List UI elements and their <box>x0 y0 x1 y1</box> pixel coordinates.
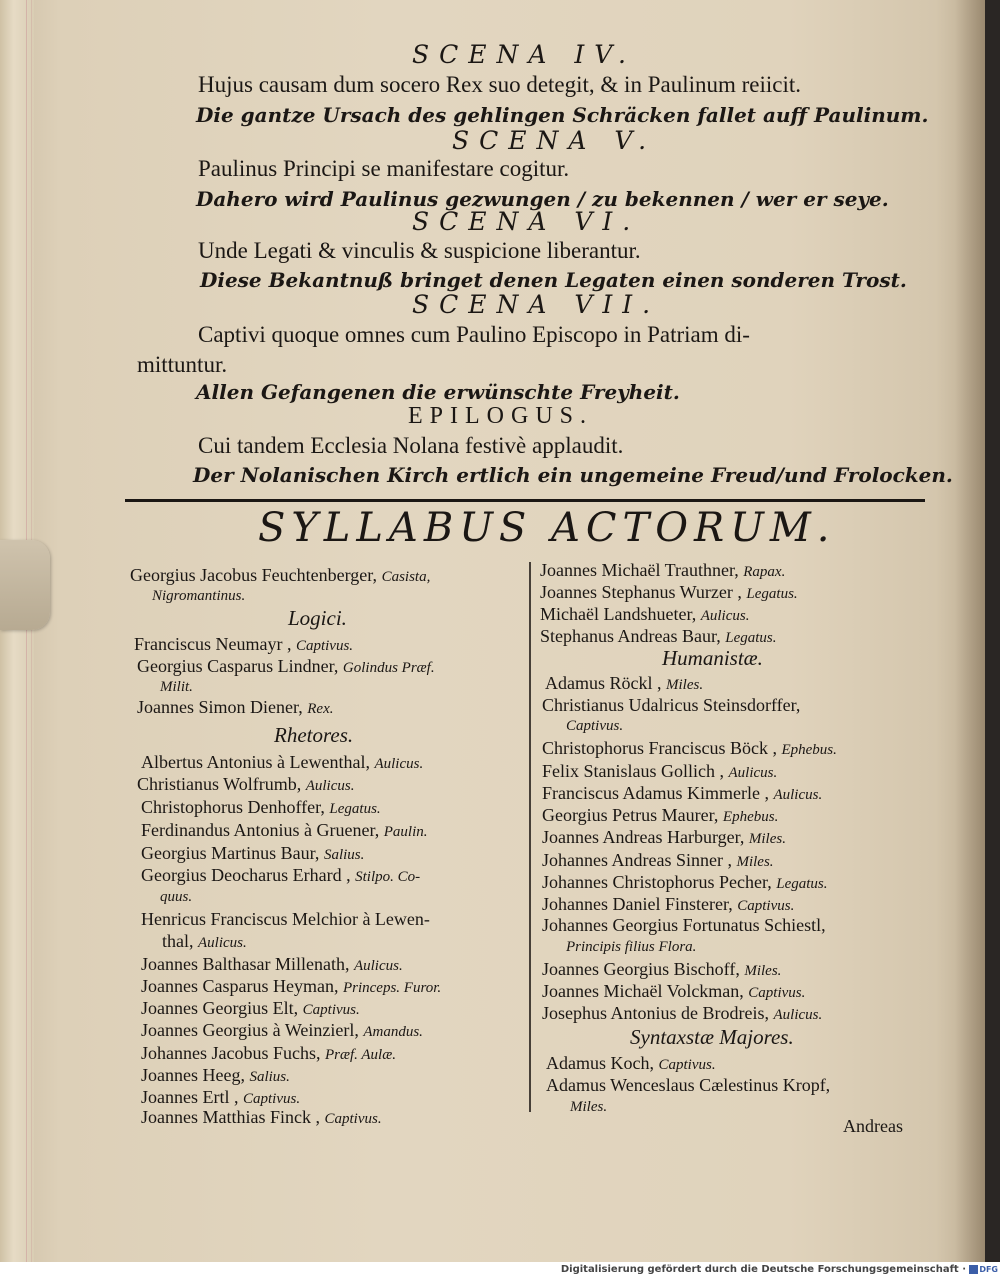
actor-role: Legatus. <box>329 801 381 817</box>
catchword: Andreas <box>843 1116 903 1136</box>
actor-name: Joannes Michaël Trauthner, <box>540 560 739 580</box>
actor-name: Joannes Georgius Elt, <box>141 998 299 1018</box>
actor-role: Præf. Aulæ. <box>324 1047 396 1063</box>
group-heading-logici: Logici. <box>288 606 347 630</box>
actor-name: Georgius Petrus Maurer, <box>542 805 719 825</box>
actor-name: Georgius Martinus Baur, <box>141 843 320 863</box>
actor-role: Aulicus. <box>198 935 247 951</box>
scena-4-german: Die gantze Ursach des gehlingen Schräcken fallet auff Paulinum. <box>196 103 929 127</box>
actor-role: Casista, <box>381 569 431 585</box>
group-heading-syntaxistae: Syntaxstæ Majores. <box>630 1025 794 1049</box>
cast-entry <box>542 783 822 804</box>
scena-4-title: SCENA IV. <box>412 40 636 69</box>
cast-entry <box>141 909 430 930</box>
actor-role: Captivus. <box>242 1091 301 1107</box>
epilogus-latin: Cui tandem Ecclesia Nolana festivè applaudit. <box>198 433 624 458</box>
column-divider <box>529 562 531 1112</box>
actor-role: Miles. <box>666 677 704 693</box>
scena-5-title: SCENA V. <box>452 126 657 155</box>
actor-role: Aulicus. <box>700 608 750 624</box>
actor-name: Franciscus Neumayr , <box>134 634 292 654</box>
actor-role-continued: Miles. <box>570 1099 608 1115</box>
scena-4-latin: Hujus causam dum socero Rex suo detegit, & in Paulinum reiicit. <box>198 72 802 97</box>
actor-name: Christophorus Denhoffer, <box>141 797 325 817</box>
actor-name: Albertus Antonius à Lewenthal, <box>141 752 370 772</box>
actor-name: Joannes Heeg, <box>141 1065 245 1085</box>
actor-role: Captivus. <box>658 1057 716 1073</box>
actor-role: Legatus. <box>725 630 777 646</box>
actor-role: Miles. <box>744 963 782 979</box>
actor-name: Christianus Udalricus Steinsdorffer, <box>542 695 801 715</box>
dfg-logo-icon <box>969 1265 978 1274</box>
actor-role: Miles. <box>736 854 774 870</box>
cast-entry <box>540 626 777 647</box>
epilogus-german: Der Nolanischen Kirch ertlich ein ungemeine Freud/und Frolocken. <box>193 463 953 487</box>
actor-name: Joannes Michaël Volckman, <box>542 981 744 1001</box>
cast-entry <box>546 1053 716 1074</box>
cast-entry <box>542 695 800 716</box>
actor-role-continued: Milit. <box>160 679 193 695</box>
cast-entry <box>141 998 360 1019</box>
margin-line <box>31 0 32 1262</box>
syllabus-title: SYLLABUS ACTORUM. <box>258 505 836 551</box>
actor-name: Joannes Stephanus Wurzer , <box>540 582 742 602</box>
actor-role: Aulicus. <box>353 958 403 974</box>
actor-name: Joannes Georgius Bischoff, <box>542 959 740 979</box>
actor-name: Johannes Daniel Finsterer, <box>542 894 733 914</box>
group-heading-rhetores: Rhetores. <box>274 723 354 747</box>
actor-role: Captivus. <box>737 898 795 914</box>
actor-role: Paulin. <box>383 824 428 840</box>
actor-role: Aulicus. <box>374 756 424 772</box>
group-heading-humanistae: Humanistæ. <box>662 646 763 670</box>
actor-name: Johannes Georgius Fortunatus Schiestl, <box>542 915 826 935</box>
actor-name: Joannes Casparus Heyman, <box>141 976 339 996</box>
actor-role: Aulicus. <box>773 1007 823 1023</box>
actor-role: Salius. <box>323 847 365 863</box>
actor-name: Adamus Röckl , <box>545 673 662 693</box>
actor-role: Captivus. <box>302 1002 360 1018</box>
cast-entry <box>141 1020 423 1041</box>
cast-entry <box>542 981 805 1002</box>
actor-role-continued: Nigromantinus. <box>152 588 246 604</box>
actor-role: Ephebus. <box>722 809 779 825</box>
actor-name: thal, <box>162 931 194 951</box>
cast-entry <box>141 1065 290 1086</box>
cast-entry <box>141 954 403 975</box>
dfg-logo-text: DFG <box>979 1265 998 1274</box>
cast-entry <box>542 915 826 936</box>
page-edge-shadow <box>955 0 985 1262</box>
actor-role: Captivus. <box>295 638 354 654</box>
cast-entry <box>542 850 774 871</box>
cast-entry <box>542 805 778 826</box>
funding-credit: Digitalisierung gefördert durch die Deutsche Forschungsgemeinschaft · <box>560 1264 966 1275</box>
actor-name: Johannes Andreas Sinner , <box>542 850 732 870</box>
cast-entry <box>137 697 334 718</box>
actor-name: Henricus Franciscus Melchior à Lewen- <box>141 909 430 929</box>
page-gutter <box>0 0 34 1262</box>
cast-entry <box>540 604 749 625</box>
actor-role: Aulicus. <box>305 778 355 794</box>
section-divider-rule <box>125 499 925 502</box>
cast-entry <box>141 1087 300 1108</box>
cast-entry <box>137 774 354 795</box>
cast-entry <box>141 797 381 818</box>
scena-7-latin-line-1: Captivi quoque omnes cum Paulino Episcopo in Patriam di- <box>198 322 750 347</box>
actor-role: Legatus. <box>746 586 798 602</box>
actor-role: Stilpo. Co- <box>355 869 421 885</box>
actor-role: Captivus. <box>324 1111 382 1127</box>
scena-5-german: Dahero wird Paulinus gezwungen / zu bekennen / wer er seye. <box>196 187 889 211</box>
actor-name: Georgius Deocharus Erhard , <box>141 865 351 885</box>
actor-role-continued: Captivus. <box>566 718 624 734</box>
cast-entry <box>542 872 828 893</box>
actor-role: Salius. <box>249 1069 290 1085</box>
scena-7-german: Allen Gefangenen die erwünschte Freyheit. <box>196 380 680 404</box>
actor-name: Johannes Christophorus Pecher, <box>542 872 772 892</box>
cast-entry <box>141 752 423 773</box>
actor-name: Stephanus Andreas Baur, <box>540 626 721 646</box>
cast-entry <box>141 976 441 997</box>
margin-line <box>26 0 27 1262</box>
actor-name: Christianus Wolfrumb, <box>137 774 302 794</box>
actor-role: Amandus. <box>363 1024 423 1040</box>
cast-entry-continued <box>162 931 247 952</box>
actor-name: Josephus Antonius de Brodreis, <box>542 1003 769 1023</box>
actor-name: Franciscus Adamus Kimmerle , <box>542 783 769 803</box>
actor-role: Miles. <box>748 831 786 847</box>
cast-entry <box>542 761 777 782</box>
cast-entry <box>540 582 798 603</box>
scena-5-latin: Paulinus Principi se manifestare cogitur. <box>198 156 570 181</box>
cast-entry <box>540 560 785 581</box>
actor-name: Adamus Koch, <box>546 1053 654 1073</box>
scena-6-german: Diese Bekantnuß bringet denen Legaten einen sonderen Trost. <box>200 268 907 292</box>
cast-entry <box>545 673 703 694</box>
scena-6-title: SCENA VI. <box>412 207 641 236</box>
scena-6-latin: Unde Legati & vinculis & suspicione liberantur. <box>198 238 641 263</box>
actor-name: Joannes Georgius à Weinzierl, <box>141 1020 359 1040</box>
actor-name: Georgius Casparus Lindner, <box>137 656 339 676</box>
actor-name: Felix Stanislaus Gollich , <box>542 761 724 781</box>
cast-entry <box>134 634 353 655</box>
cast-entry <box>141 843 364 864</box>
cast-entry <box>542 1003 822 1024</box>
actor-name: Joannes Balthasar Millenath, <box>141 954 350 974</box>
actor-name: Joannes Andreas Harburger, <box>542 827 745 847</box>
cast-entry <box>141 1043 396 1064</box>
actor-role: Aulicus. <box>728 765 778 781</box>
actor-role: Princeps. Furor. <box>342 980 442 996</box>
cast-entry <box>542 894 794 915</box>
actor-name: Joannes Matthias Finck , <box>141 1107 320 1127</box>
actor-name: Johannes Jacobus Fuchs, <box>141 1043 321 1063</box>
cast-entry <box>141 865 420 886</box>
actor-role-continued: Principis filius Flora. <box>566 939 697 955</box>
actor-role: Ephebus. <box>781 742 837 758</box>
cast-entry <box>546 1075 830 1096</box>
actor-name: Joannes Simon Diener, <box>137 697 303 717</box>
actor-name: Joannes Ertl , <box>141 1087 239 1107</box>
actor-role: Captivus. <box>748 985 806 1001</box>
actor-role-continued: quus. <box>160 889 193 905</box>
actor-name: Michaël Landshueter, <box>540 604 697 624</box>
cast-entry <box>137 656 435 677</box>
cast-entry <box>141 1107 382 1128</box>
actor-role: Rapax. <box>743 564 786 580</box>
cast-entry <box>542 959 781 980</box>
cast-entry <box>141 820 428 841</box>
scena-7-latin-line-2: mittuntur. <box>137 352 228 377</box>
actor-role: Golindus Præf. <box>342 660 435 676</box>
epilogus-title: EPILOGUS. <box>408 403 594 429</box>
cast-entry <box>542 827 786 848</box>
actor-role: Rex. <box>307 701 334 717</box>
page-clip <box>0 540 50 630</box>
actor-name: Adamus Wenceslaus Cælestinus Kropf, <box>546 1075 831 1095</box>
actor-role: Legatus. <box>776 876 828 892</box>
cast-entry <box>542 738 837 759</box>
scena-7-title: SCENA VII. <box>412 290 661 319</box>
actor-name: Georgius Jacobus Feuchtenberger, <box>130 565 378 585</box>
actor-role: Aulicus. <box>773 787 823 803</box>
actor-name: Ferdinandus Antonius à Gruener, <box>141 820 380 840</box>
cast-entry <box>130 565 430 586</box>
actor-name: Christophorus Franciscus Böck , <box>542 738 777 758</box>
